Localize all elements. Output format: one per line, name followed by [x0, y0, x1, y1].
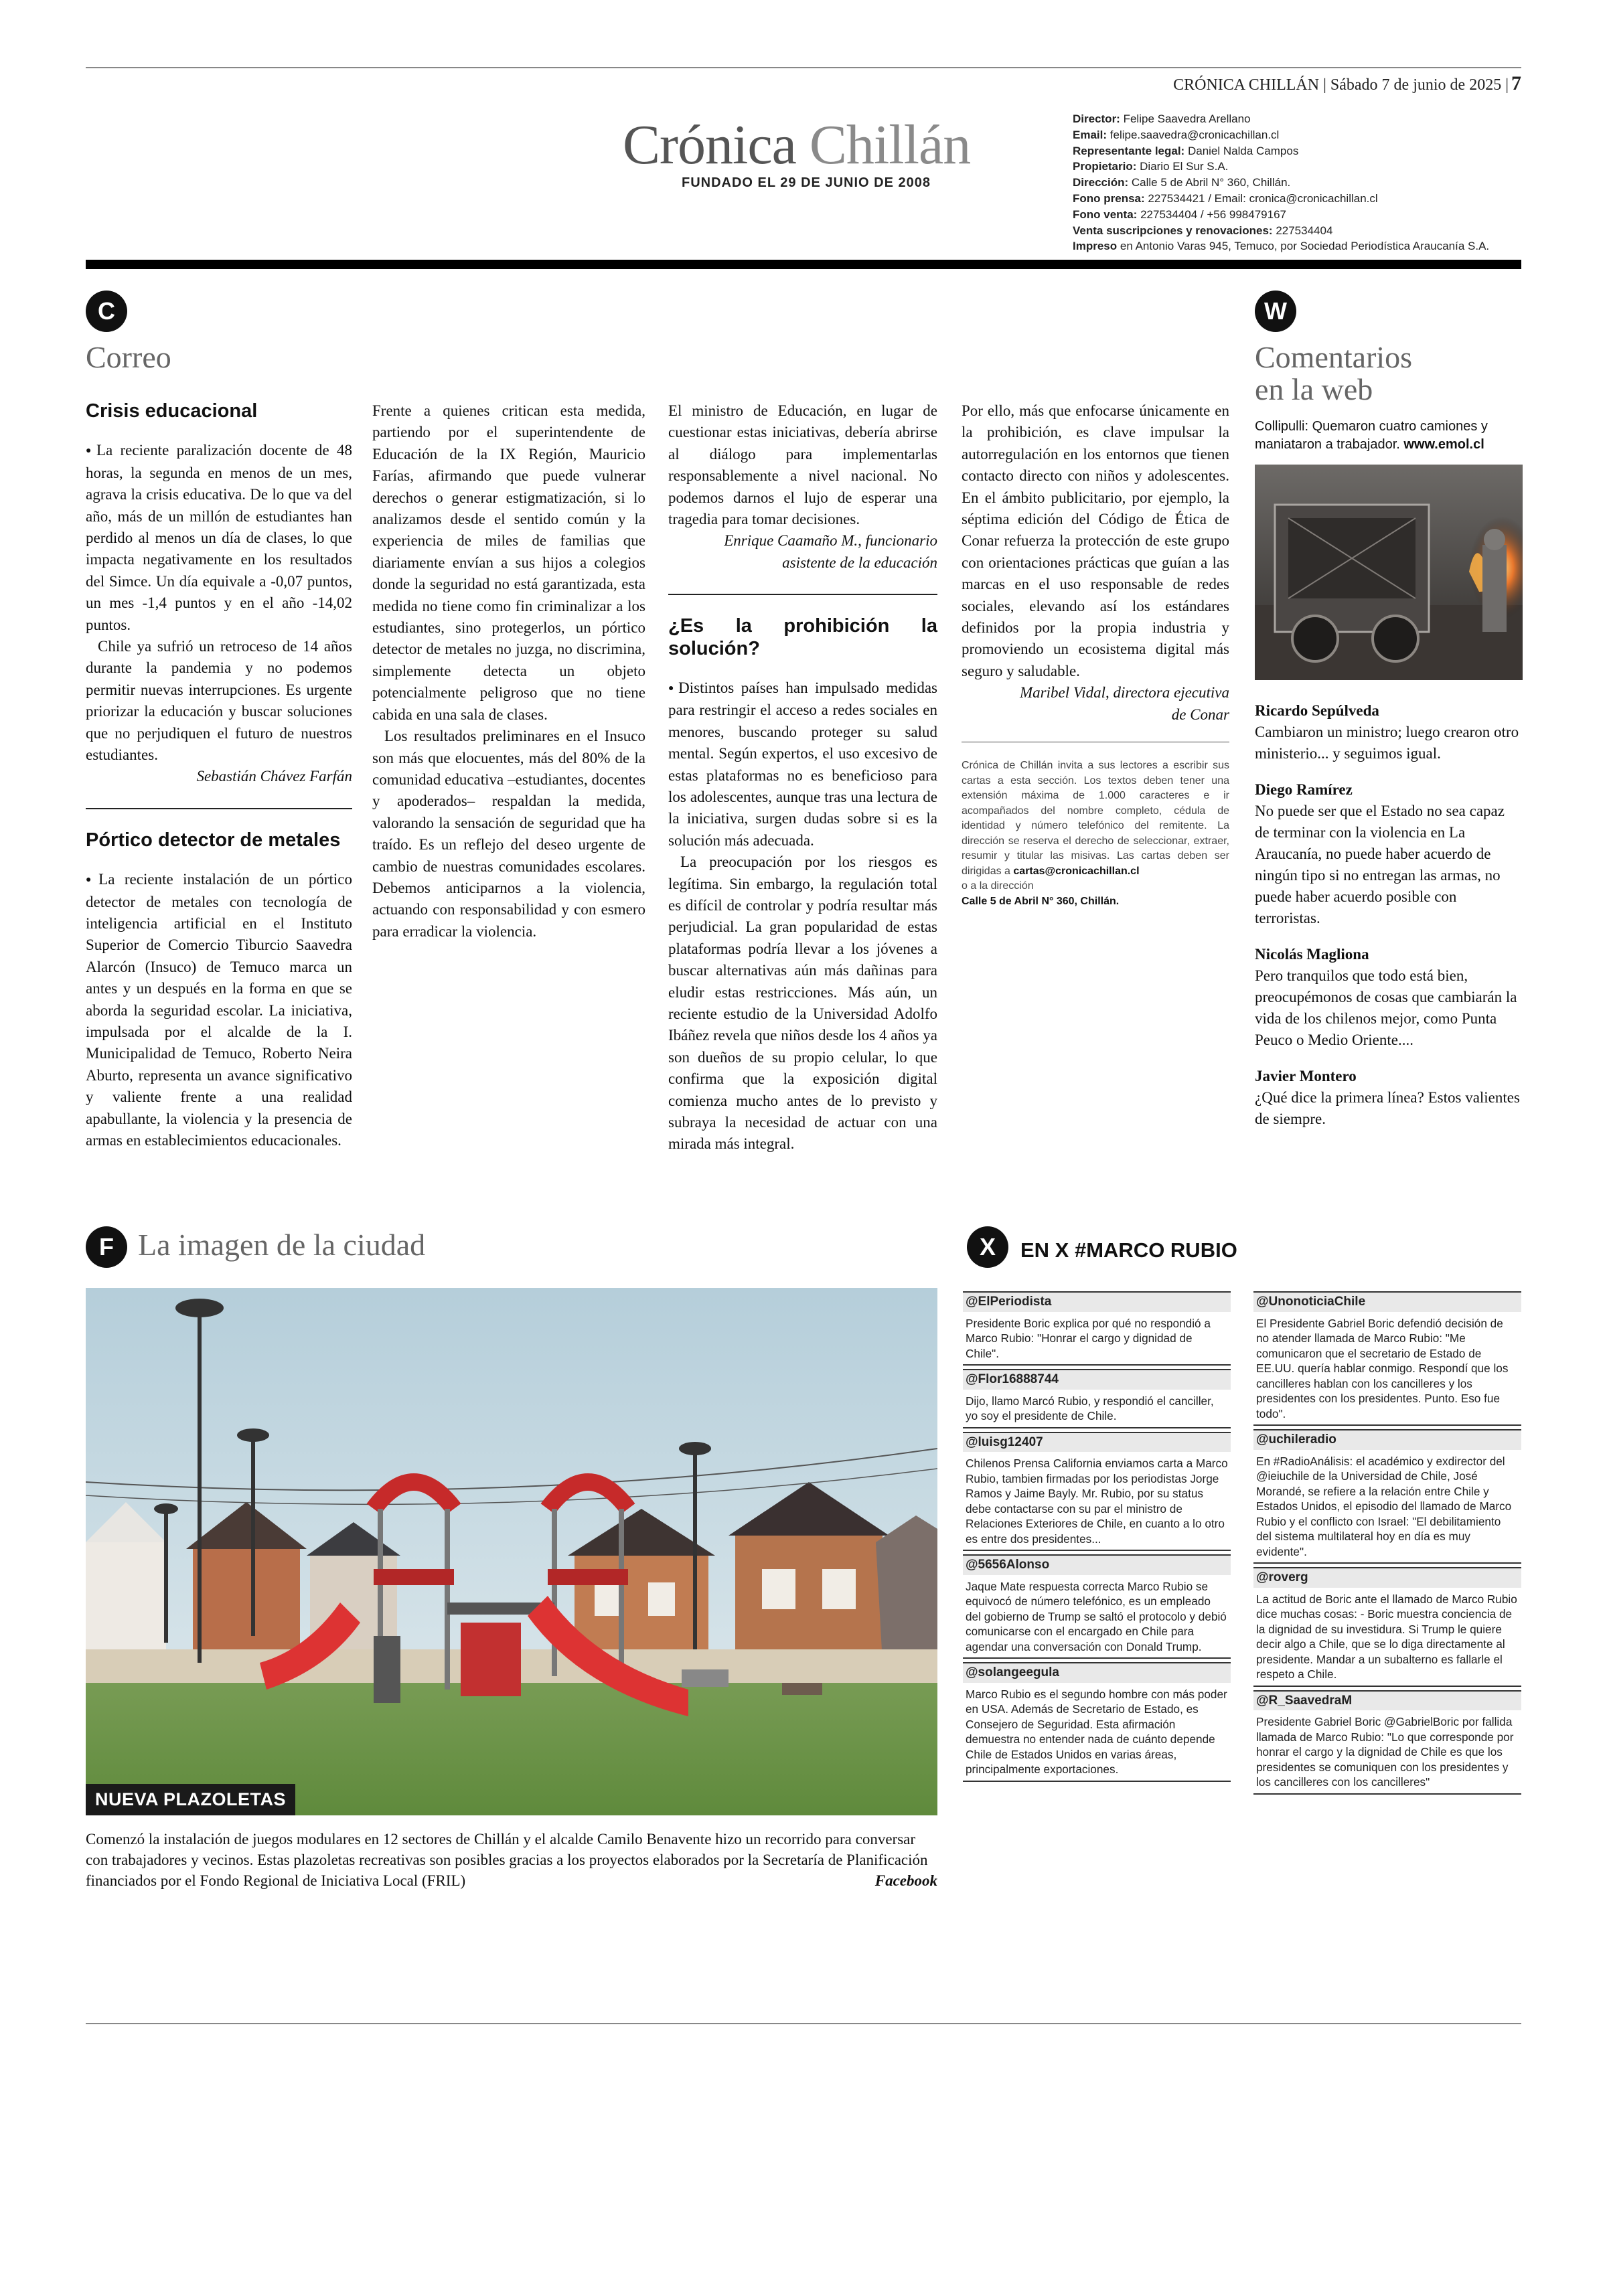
masthead-bar — [86, 260, 1521, 269]
web-news-caption — [1255, 418, 1523, 454]
letter-signature-line-1: Enrique Caamaño M., funcionario — [724, 532, 937, 550]
divider — [86, 808, 352, 809]
tweet-item — [1253, 1426, 1521, 1564]
letter-paragraph: Chile ya sufrió un retroceso de 14 años durante la pandemia y no podemos permitir nuevas interrupciones. Es urgente priorizar la educación y buscar soluciones que no perjudiquen el futuro de nuestros estudiantes. — [86, 638, 352, 764]
letter-paragraph: La preocupación por los riesgos es legítima. Sin embargo, la regulación total es difícil de controlar y podría resultar más perjudicial. La gran popularidad de estas plataformas podría llevar a los jóvenes a buscar alternativas aún más dañinas para eludir estas restricciones. Más aún, un reciente estudio de la Universidad Adolfo Ibáñez revela que niños desde los 4 años ya son dueños de su propio celular, lo que confirma que la exposición digital comienza mucho antes de lo previsto y subraya la necesidad de actuar con una mirada más integral. — [668, 853, 937, 1153]
page-number: 7 — [1511, 72, 1521, 94]
tweet-handle[interactable]: @ElPeriodista — [963, 1291, 1231, 1312]
letter-paragraph: Los resultados preliminares en el Insuco son más que elocuentes, más del 80% de la comunidad educativa –estudiantes, docentes y apoderados– respaldan la medida, valorando la sensación de seguridad que ha traído. Es un reflejo del deseo urgente de cambio de nuestras comunidades escolares. Debemos anticiparnos a la violencia, actuando con responsabilidad y con esmero para erradicar la violencia. — [372, 728, 645, 940]
divider — [668, 594, 937, 595]
web-comments-list — [1255, 700, 1523, 1130]
staff-label: Dirección: — [1073, 176, 1129, 189]
letter-signature: Sebastián Chávez Farfán — [196, 768, 352, 785]
tweet-item — [1253, 1687, 1521, 1795]
tweet-handle[interactable]: @R_SaavedraM — [1253, 1690, 1521, 1711]
tweet-text: Dijo, llamo Marcó Rubio, y respondió el canciller, yo soy el presidente de Chile. — [966, 1394, 1214, 1422]
staff-label: Venta suscripciones y renovaciones: — [1073, 224, 1273, 237]
tweet-handle[interactable]: @Flor16888744 — [963, 1369, 1231, 1390]
logo-word-cronica: Crónica — [623, 114, 796, 176]
staff-value: 227534404 / +56 998479167 — [1140, 208, 1286, 221]
web-caption-source[interactable]: www.emol.cl — [1403, 437, 1484, 452]
tweets-column-1 — [963, 1288, 1231, 1782]
letter-paragraph — [668, 677, 937, 851]
top-rule — [86, 67, 1521, 68]
letter-signature-line-1: Maribel Vidal, directora ejecutiva — [1020, 684, 1229, 702]
web-title-line-2: en la web — [1255, 372, 1373, 407]
staff-label: Director: — [1073, 112, 1120, 125]
staff-line — [1073, 143, 1528, 159]
tweet-handle[interactable]: @UnonoticiaChile — [1253, 1291, 1521, 1312]
staff-label: Propietario: — [1073, 160, 1137, 173]
web-news-photo — [1255, 465, 1523, 680]
staff-line — [1073, 159, 1528, 175]
caption-text: Comenzó la instalación de juegos modulares en 12 sectores de Chillán y el alcalde Camilo Benavente hizo un recorrido para conversar con trabajadores y vecinos. Estas plazoletas recreativas son posibles gracias a los proyectos elaborados por la Secretaría de Planificación financiados por el Fondo Regional de Iniciativa Local (FRIL) — [86, 1831, 928, 1889]
staff-label: Fono venta: — [1073, 208, 1138, 221]
comment-author: Javier Montero — [1255, 1068, 1357, 1084]
letter-text: La reciente instalación de un pórtico detector de metales con tecnología de inteligencia artificial en el Instituto Superior de Comercio Tiburcio Saavedra Alarcón (Insuco) de Temuco marca un antes y un después en la forma en que se aborda la seguridad escolar. La iniciativa, impulsada por el alcalde de la I. Municipalidad de Temuco, Roberto Neira Aburto, representa un avance significativo y valiente frente a una realidad apabullante, la violencia y la presencia de armas en establecimientos educacionales. — [86, 871, 352, 1149]
tweet-text: El Presidente Gabriel Boric defendió decisión de no atender llamada de Marco Rubio: "Me comunicaron que el secretario de Estado de EE.UU. quería hablar conmigo. Respondí que los cancilleres hablan con los cancilleres y los presidentes con los presidentes. Punto. Eso fue todo". — [1256, 1316, 1509, 1420]
letter-signature-line-2: asistente de la educación — [782, 554, 937, 571]
staff-value: en Antonio Varas 945, Temuco, por Sociedad Periodística Araucanía S.A. — [1120, 240, 1490, 253]
letters-invitation — [962, 758, 1229, 909]
letter-paragraph: Por ello, más que enfocarse únicamente en la prohibición, es clave impulsar la autorregulación en los entornos que tienen contacto directo con niños y adolescentes. En el ámbito publicitario, por ejemplo, la séptima edición del Código de Ética de Conar refuerza la protección de este grupo con orientaciones prácticas que guían a las marcas en el uso responsable de redes sociales, elevando así los estándares definidos por la propia industria y promoviendo un ecosistema digital más seguro y saludable. — [962, 402, 1229, 679]
photo-credit: Facebook — [874, 1872, 937, 1889]
bottom-rule — [86, 2023, 1521, 2024]
burned-truck-photo — [1255, 465, 1523, 680]
staff-value: Daniel Nalda Campos — [1187, 144, 1299, 157]
tweet-handle[interactable]: @uchileradio — [1253, 1429, 1521, 1450]
correo-column-1 — [86, 400, 352, 1151]
tweet-text: Presidente Boric explica por qué no respondió a Marco Rubio: "Honrar el cargo y dignidad de Chile". — [966, 1316, 1211, 1360]
correo-badge: C — [86, 291, 127, 332]
tweet-item — [1253, 1288, 1521, 1426]
web-caption-text: Collipulli: Quemaron cuatro camiones y maniataron a trabajador. — [1255, 419, 1488, 452]
tweet-item — [963, 1366, 1231, 1428]
tweets-column-2 — [1253, 1288, 1521, 1795]
staff-line — [1073, 191, 1528, 207]
letters-address: Calle 5 de Abril N° 360, Chillán. — [962, 895, 1120, 907]
newspaper-logo — [623, 112, 970, 177]
staff-line — [1073, 175, 1528, 191]
staff-label: Fono prensa: — [1073, 191, 1145, 205]
correo-column-4 — [962, 400, 1229, 909]
correo-column-3 — [668, 400, 937, 1155]
comment-text: ¿Qué dice la primera línea? Estos valientes de siempre. — [1255, 1089, 1520, 1127]
staff-value: 227534421 / Email: cronica@cronicachillan.cl — [1148, 191, 1378, 205]
photo-label: NUEVA PLAZOLETAS — [86, 1784, 295, 1815]
tweet-handle[interactable]: @roverg — [1253, 1567, 1521, 1588]
staff-line — [1073, 111, 1528, 127]
logo-word-chillan: Chillán — [809, 114, 971, 176]
web-comment — [1255, 1066, 1523, 1130]
tweet-item — [1253, 1564, 1521, 1687]
staff-value: Calle 5 de Abril N° 360, Chillán. — [1131, 176, 1291, 189]
letter-headline-prohibicion: ¿Es la prohibición la solución? — [668, 615, 937, 659]
comment-author: Diego Ramírez — [1255, 781, 1353, 798]
tweet-handle[interactable]: @5656Alonso — [963, 1554, 1231, 1575]
city-badge: F — [86, 1226, 127, 1268]
x-section-title: EN X #MARCO RUBIO — [1020, 1238, 1237, 1262]
tweet-handle[interactable]: @solangeegula — [963, 1662, 1231, 1683]
tweet-handle[interactable]: @luisg12407 — [963, 1432, 1231, 1453]
tweet-item — [963, 1659, 1231, 1782]
correo-column-2 — [372, 400, 645, 942]
web-comment — [1255, 944, 1523, 1051]
comment-text: No puede ser que el Estado no sea capaz de terminar con la violencia en La Araucanía, no puede haber acuerdo de ningún tipo si no entregan las armas, no puede haber acuerdo posible con terroristas. — [1255, 803, 1505, 926]
city-photo-caption — [86, 1829, 937, 1891]
web-title-line-1: Comentarios — [1255, 340, 1413, 374]
tweet-item — [963, 1551, 1231, 1659]
founded-line: FUNDADO EL 29 DE JUNIO DE 2008 — [682, 175, 931, 190]
staff-line — [1073, 207, 1528, 223]
web-badge: W — [1255, 291, 1296, 332]
letter-paragraph: ● La reciente paralización docente de 48 horas, la segunda en menos de un mes, agrava la crisis educativa. De lo que va del año, más de un millón de estudiantes han perdido al menos un día de clases, lo que impacta negativamente en los resultados del Simce. Un día equivale a -0,07 puntos, un mes -1,4 puntos y en el año -14,02 puntos. — [86, 440, 352, 636]
letter-paragraph: Frente a quienes critican esta medida, partiendo por el superintendente de Educación de la IX Región, Mauricio Farías, afirmando que puede vulnerar derechos o generar estigmatización, si lo analizamos desde el sentido común y la experiencia de miles de familias que diariamente envían a sus hijos a colegios donde la seguridad no está garantizada, esta medida no tiene como fin criminalizar a los estudiantes, sino protegerlos, un pórtico detector de metales no juzga, no discrimina, simplemente detecta un objeto potencialmente peligroso que no tiene cabida en una sala de clases. — [372, 402, 645, 723]
tweet-text: La actitud de Boric ante el llamado de Marco Rubio dice muchas cosas: - Boric muestra conciencia de la dignidad de su investidura. Si Trump le quiere decir algo a Chile, que se lo diga directamente al presidente. Mandar a un subalterno es fallarle el respeto a Chile. — [1256, 1592, 1517, 1681]
tweet-text: Presidente Gabriel Boric @GabrielBoric por fallida llamada de Marco Rubio: "Lo que corresponde por honrar el cargo y la dignidad de Chile es que los presidentes se comuniquen con los presidentes y los cancilleres con los cancilleres" — [1256, 1715, 1514, 1789]
tweet-text: Jaque Mate respuesta correcta Marco Rubio se equivocó de número telefónico, es un empleado del gobierno de Trump se saltó el protocolo y debió comunicarse con el encargado en Chile para agendar una conversación con Donald Trump. — [966, 1579, 1227, 1653]
letter-headline-portico: Pórtico detector de metales — [86, 829, 341, 851]
web-comment — [1255, 779, 1523, 929]
letter-paragraph: El ministro de Educación, en lugar de cuestionar estas iniciativas, debería abrirse al diálogo para implementarlas responsablemente a nivel nacional. No podemos darnos el lujo de esperar una tragedia para tomar decisiones. — [668, 402, 937, 528]
page-info — [1173, 72, 1521, 95]
tweet-item — [963, 1288, 1231, 1366]
staff-line — [1073, 127, 1528, 143]
staff-value: Diario El Sur S.A. — [1140, 160, 1229, 173]
comment-text: Pero tranquilos que todo está bien, preocupémonos de cosas que cambiarán la vida de los chilenos mejor, como Punta Peuco o Medio Oriente.... — [1255, 967, 1517, 1048]
page-date-line: CRÓNICA CHILLÁN | Sábado 7 de junio de 2025 | — [1173, 76, 1509, 94]
comment-text: Cambiaron un ministro; luego crearon otro ministerio... y seguimos igual. — [1255, 724, 1519, 762]
letter-paragraph — [86, 869, 352, 1151]
staff-value: Felipe Saavedra Arellano — [1123, 112, 1251, 125]
tweet-text: En #RadioAnálisis: el académico y exdirector del @ieiuchile de la Universidad de Chile, José Morandé, se refiere a la relación entre Chile y Estados Unidos, el episodio del llamado de Marco Rubio y el conflicto con Israel: "El debilitamiento del sistema multilateral hoy en día es muy evidente". — [1256, 1454, 1512, 1558]
x-badge: X — [967, 1226, 1008, 1268]
staff-value: felipe.saavedra@cronicachillan.cl — [1109, 128, 1280, 141]
web-comment — [1255, 700, 1523, 764]
playground-illustration — [86, 1288, 937, 1815]
letter-headline-crisis: Crisis educacional — [86, 400, 258, 422]
staff-box — [1073, 111, 1528, 254]
web-title — [1255, 341, 1412, 406]
staff-label: Representante legal: — [1073, 144, 1185, 157]
staff-value: 227534404 — [1276, 224, 1333, 237]
invitation-text: Crónica de Chillán invita a sus lectores a escribir sus cartas a esta sección. Los textos deben tener una extensión máxima de 1.000 caracteres e ir acompañados del nombre completo, cédula de identidad y número telefónico del remitente. La dirección se reserva el derecho de seleccionar, extraer, resumir y titular las misivas. Las cartas deben ser dirigidas a — [962, 760, 1229, 877]
city-title: La imagen de la ciudad — [138, 1228, 426, 1262]
comment-author: Nicolás Magliona — [1255, 946, 1369, 963]
letters-email-link[interactable]: cartas@cronicachillan.cl — [1013, 865, 1140, 877]
invitation-or: o a la dirección — [962, 880, 1034, 892]
staff-line — [1073, 223, 1528, 239]
letter-signature-line-2: de Conar — [1171, 706, 1229, 723]
comment-author: Ricardo Sepúlveda — [1255, 702, 1379, 719]
staff-label: Impreso — [1073, 240, 1118, 253]
staff-line — [1073, 238, 1528, 254]
letter-text: Distintos países han impulsado medidas para restringir el acceso a redes sociales en menores, buscando proteger su salud mental. Según expertos, el uso excesivo de estas plataformas no es beneficioso para los adolescentes, aunque tras una lectura de la iniciativa, surgen dudas sobre si es la solución más adecuada. — [668, 679, 937, 849]
web-comments-column — [1255, 418, 1523, 1130]
tweet-text: Chilenos Prensa California enviamos carta a Marco Rubio, tambien firmadas por los periodistas Jorge Ramos y Jaime Bayly. Mr. Rubio, por su status debe contactarse con su par el ministro de Relaciones Exteriores de Chile, en cuanto a lo otro es entre dos presidentes... — [966, 1457, 1228, 1546]
tweet-item — [963, 1428, 1231, 1552]
staff-label: Email: — [1073, 128, 1107, 141]
correo-title: Correo — [86, 340, 171, 374]
playground-photo — [86, 1288, 937, 1815]
tweet-text: Marco Rubio es el segundo hombre con más poder en USA. Además de Secretario de Estado, es Consejero de Seguridad. Esta afirmación demuestra no entender nada de cuánto depende Chile de Estados Unidos en varias áreas, principalmente exportaciones. — [966, 1687, 1227, 1776]
